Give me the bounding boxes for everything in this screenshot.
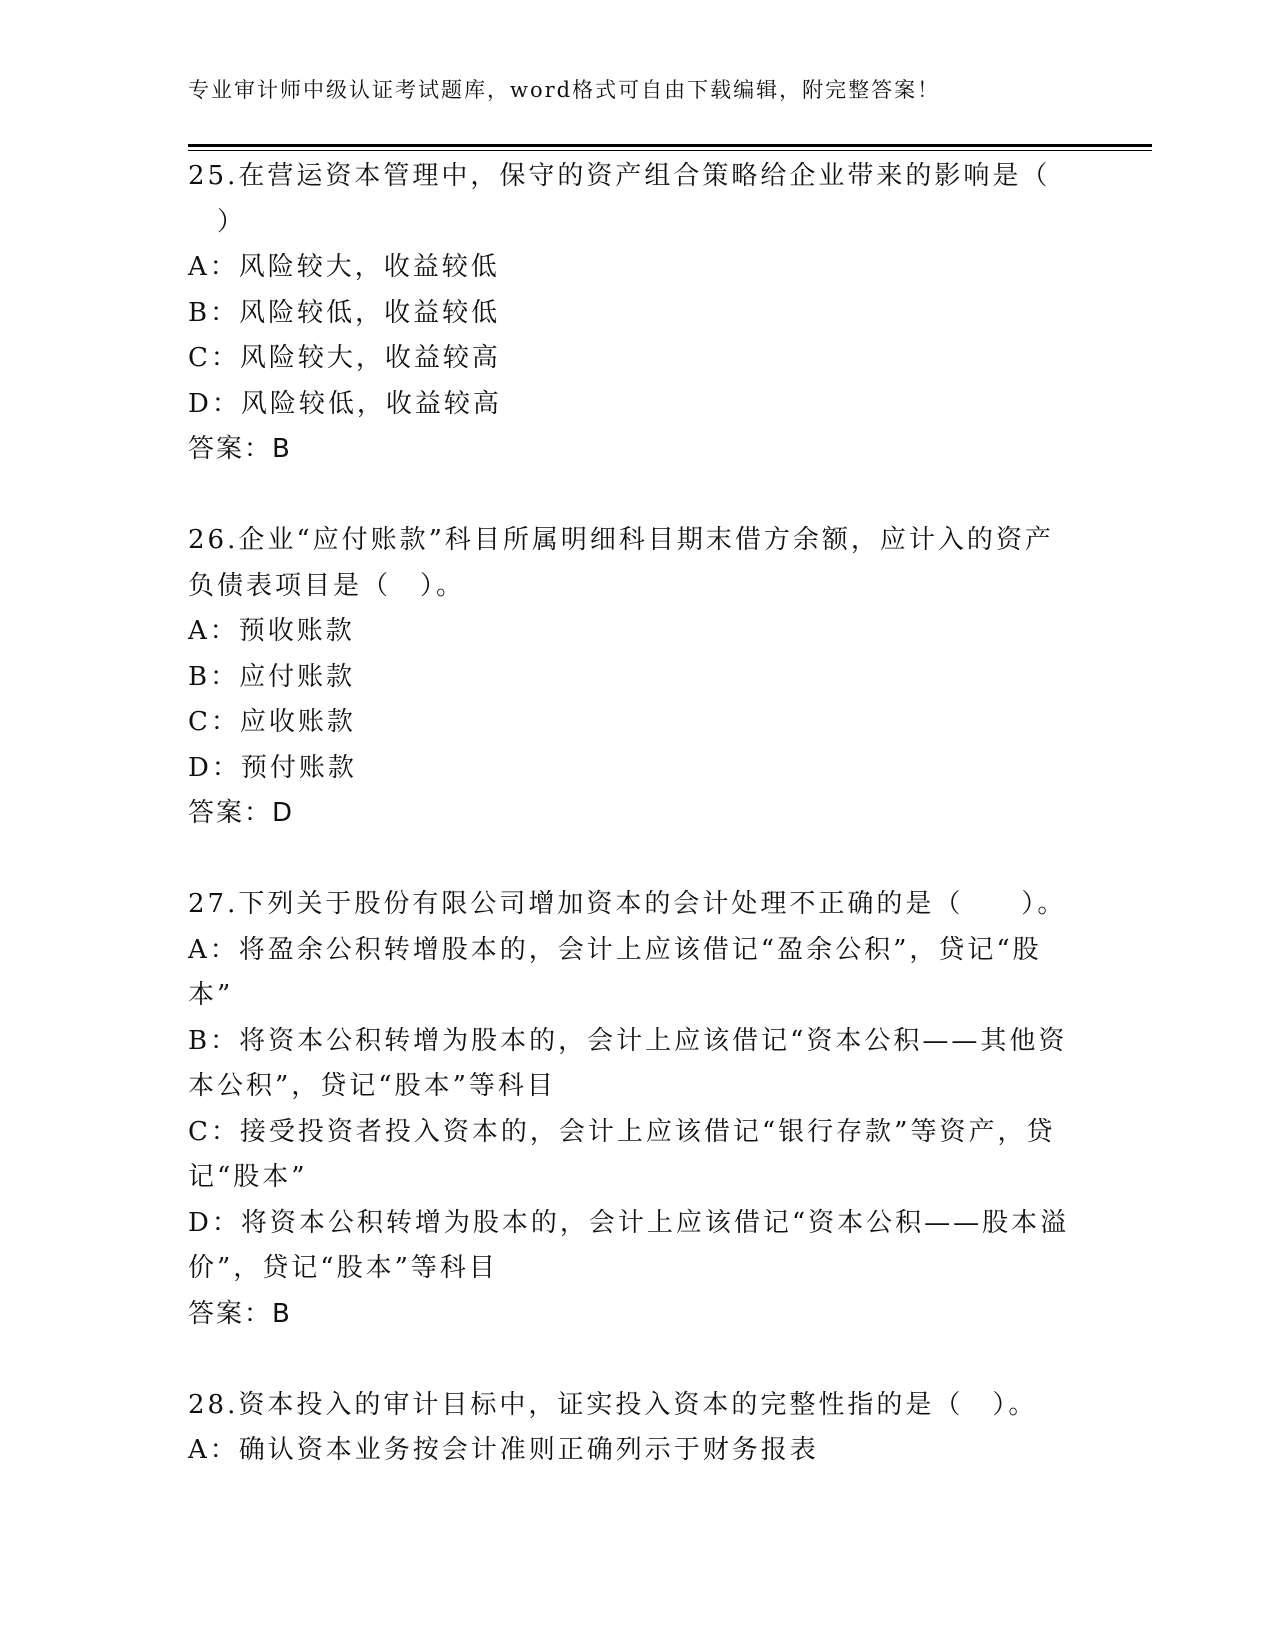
question-26 — [188, 518, 1088, 837]
option-c-continued: 记“股本” — [188, 1162, 308, 1192]
answer-label: 答案：D — [188, 798, 295, 828]
question-stem-line: 27.下列关于股份有限公司增加资本的会计处理不正确的是（ ）。 — [188, 889, 1067, 919]
spacer — [188, 837, 1088, 883]
option-d: D：风险较低，收益较高 — [188, 388, 502, 419]
question-stem-line: 28.资本投入的审计目标中，证实投入资本的完整性指的是（ ）。 — [188, 1389, 1038, 1420]
question-stem-line: 负债表项目是（ ）。 — [188, 570, 466, 601]
question-list — [188, 154, 1088, 1474]
option-a-continued: 本” — [188, 980, 234, 1010]
page-header: 专业审计师中级认证考试题库，word格式可自由下载编辑，附完整答案！ — [188, 78, 941, 102]
option-a: A：确认资本业务按会计准则正确列示于财务报表 — [188, 1435, 819, 1465]
option-b: B：应付账款 — [188, 661, 356, 692]
option-b: B：将资本公积转增为股本的，会计上应该借记“资本公积——其他资 — [188, 1025, 1068, 1056]
option-d: D：将资本公积转增为股本的，会计上应该借记“资本公积——股本溢 — [188, 1207, 1070, 1238]
question-28 — [188, 1383, 1088, 1474]
question-stem-line: 25.在营运资本管理中，保守的资产组合策略给企业带来的影响是（ — [188, 161, 1051, 191]
question-stem-line: ） — [188, 206, 247, 237]
option-a: A：将盈余公积转增股本的，会计上应该借记“盈余公积”，贷记“股 — [188, 934, 1042, 965]
option-c: C：风险较大，收益较高 — [188, 343, 501, 373]
question-25 — [188, 154, 1088, 473]
header-rule-thin — [188, 150, 1152, 151]
option-c: C：接受投资者投入资本的，会计上应该借记“银行存款”等资产，贷 — [188, 1116, 1056, 1147]
question-stem-line: 26.企业“应付账款”科目所属明细科目期末借方余额，应计入的资产 — [188, 525, 1054, 555]
option-c: C：应收账款 — [188, 707, 356, 737]
option-d: D：预付账款 — [188, 752, 357, 783]
option-a: A：预收账款 — [188, 616, 355, 646]
spacer — [188, 1337, 1088, 1383]
option-d-continued: 价”，贷记“股本”等科目 — [188, 1253, 498, 1283]
option-b: B：风险较低，收益较低 — [188, 297, 501, 328]
option-b-continued: 本公积”，贷记“股本”等科目 — [188, 1071, 556, 1101]
option-a: A：风险较大，收益较低 — [188, 252, 500, 282]
spacer — [188, 473, 1088, 519]
question-27 — [188, 882, 1088, 1337]
header-rule-thick — [188, 144, 1152, 147]
answer-label: 答案：B — [188, 1298, 292, 1329]
answer-label: 答案：B — [188, 434, 292, 464]
